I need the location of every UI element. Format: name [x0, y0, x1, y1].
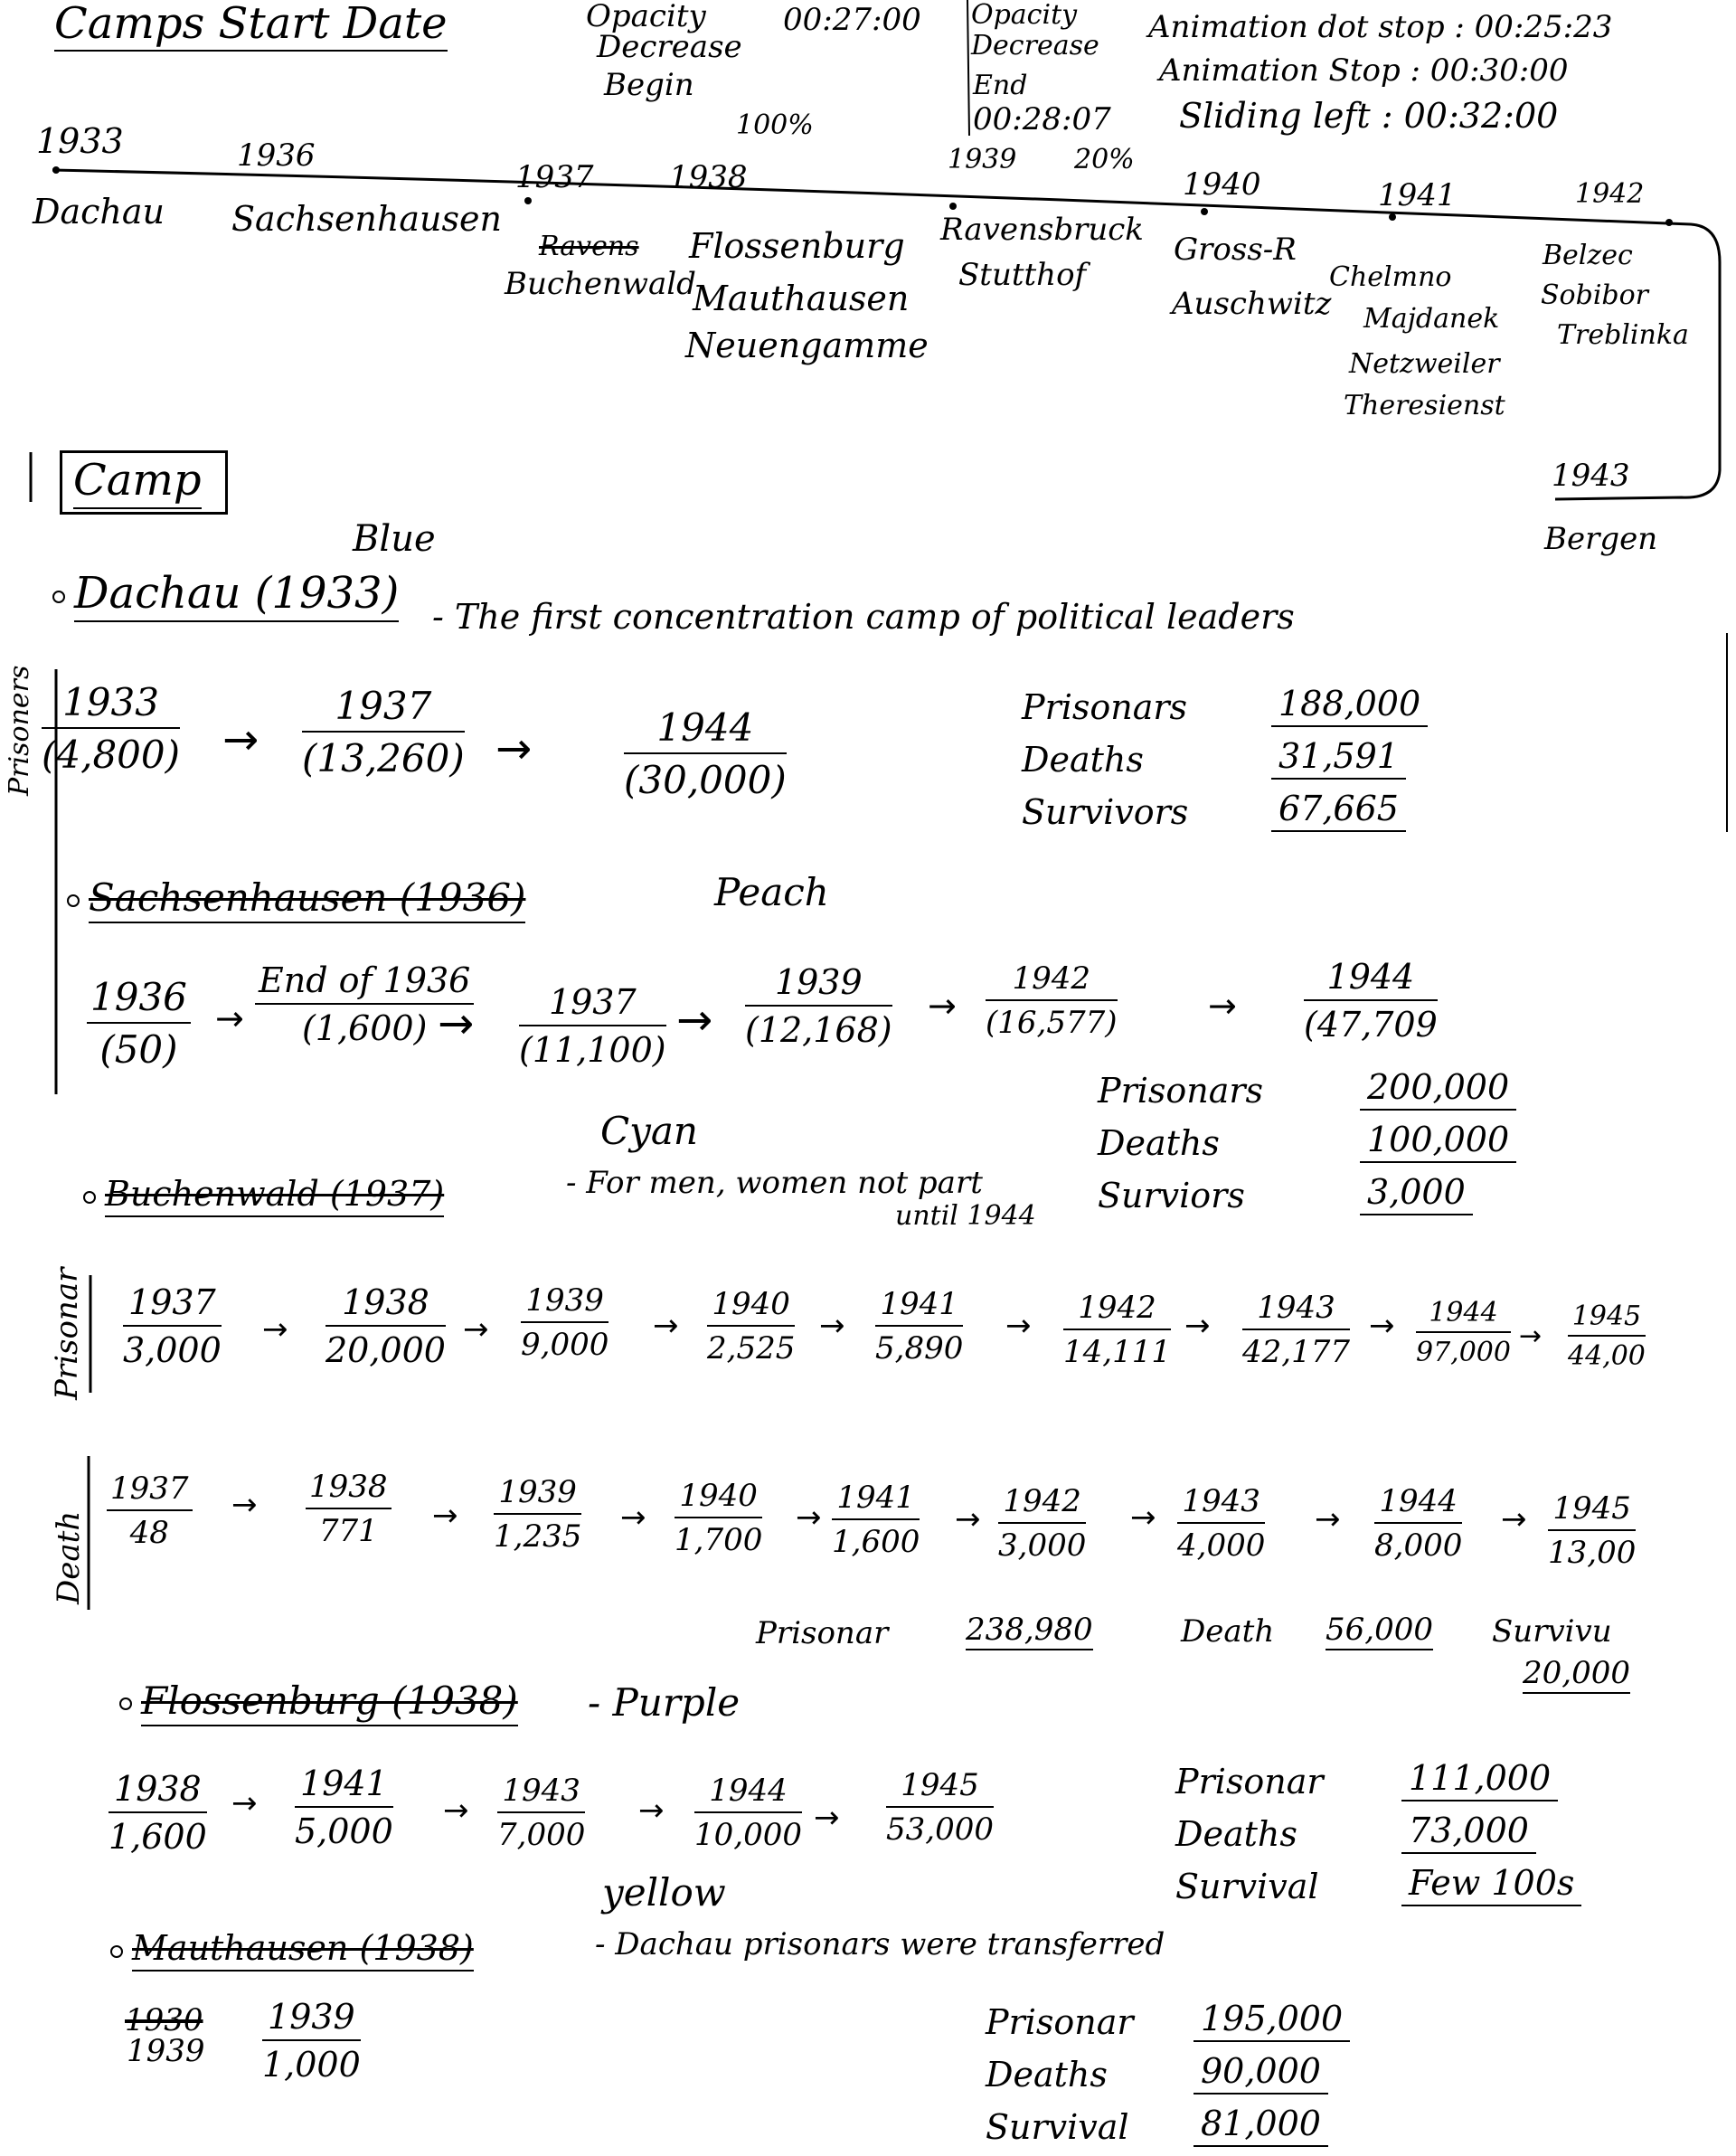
timeline-camp: Bergen	[1544, 521, 1658, 557]
mauthausen-struck-year: 1930	[125, 2002, 203, 2038]
buchenwald-description-2: until 1944	[895, 1200, 1036, 1232]
mauthausen-color-note: yellow	[602, 1870, 726, 1915]
flossenburg-flow-1938: $\frac{1938}{1,600}$	[108, 1769, 207, 1857]
timeline-camp: Ravensbruck	[940, 212, 1144, 248]
sliding-left: Sliding left : 00:32:00	[1179, 96, 1559, 136]
arrow-right-icon: →	[1130, 1499, 1156, 1536]
sachsenhausen-flow-end-1936: End of 1936 (1,600)	[255, 960, 474, 1048]
timeline-camp: Sachsenhausen	[231, 199, 502, 239]
opacity-end-label-3: End	[973, 70, 1028, 101]
dachau-flow-1937: $\frac{1937}{(13,260)}$	[302, 684, 465, 780]
opacity-begin-percent: 100%	[736, 109, 814, 141]
bullet-icon	[67, 894, 80, 907]
bullet-icon	[52, 591, 65, 603]
death-1940: $\frac{1940}{1,700}$	[675, 1478, 763, 1558]
flossenburg-heading-text: Flossenburg (1938)	[141, 1678, 518, 1726]
arrow-right-icon: →	[432, 1498, 458, 1534]
dachau-heading	[52, 570, 399, 618]
arrow-right-icon: →	[928, 986, 957, 1026]
buchenwald-death-label: Death	[51, 1510, 87, 1604]
dachau-flow-1944: $\frac{1944}{(30,000)}$	[624, 705, 787, 802]
timeline-camp: Dachau	[33, 192, 165, 232]
camp-section-label: Camp	[73, 455, 202, 509]
bullet-icon	[119, 1697, 132, 1710]
arrow-right-icon: →	[1184, 1308, 1211, 1344]
timeline-struck-camp: Ravens	[539, 231, 639, 262]
arrow-right-icon: →	[638, 1792, 665, 1829]
flossenburg-flow-1941: $\frac{1941}{5,000}$	[295, 1764, 393, 1851]
death-1937: $\frac{1937}{48}$	[107, 1470, 193, 1551]
flossenburg-flow-1945: $\frac{1945}{53,000}$	[886, 1767, 994, 1848]
sachsenhausen-flow-1944: $\frac{1944}{(47,709}$	[1304, 957, 1438, 1045]
timeline-camp: Flossenburg	[689, 226, 905, 266]
opacity-begin-label-3: Begin	[604, 67, 694, 103]
death-1943: $\frac{1943}{4,000}$	[1177, 1483, 1266, 1564]
arrow-right-icon: →	[1369, 1308, 1395, 1344]
timeline-year: 1941	[1378, 177, 1457, 213]
mauthausen-description: - Dachau prisonars were transferred	[595, 1926, 1165, 1962]
timeline-camp: Treblinka	[1557, 319, 1689, 351]
buchenwald-color-note: Cyan	[600, 1109, 698, 1153]
timeline-camp: Mauthausen	[693, 279, 910, 318]
timeline-year: 1939	[948, 144, 1017, 175]
arrow-right-icon: →	[796, 1499, 822, 1536]
opacity-begin-label-2: Decrease	[597, 29, 742, 65]
prisoner-1943: $\frac{1943}{42,177}$	[1242, 1290, 1350, 1370]
arrow-right-icon: →	[1315, 1501, 1341, 1537]
arrow-right-icon: →	[438, 998, 475, 1049]
opacity-end-percent: 20%	[1074, 144, 1135, 175]
timeline-year: 1937	[515, 159, 594, 195]
timeline-camp: Netzweiler	[1349, 348, 1500, 380]
mauthausen-flow-1939: $\frac{1939}{1,000}$	[262, 1997, 361, 2085]
total-survivor-label: Survivu	[1492, 1613, 1612, 1650]
arrow-right-icon: →	[653, 1308, 679, 1344]
opacity-end-label-1: Opacity	[971, 0, 1078, 31]
arrow-right-icon: →	[620, 1499, 646, 1536]
dachau-stats: Prisonars 188,000 Deaths 31,591 Survivors 67,665	[1022, 684, 1428, 841]
buchenwald-prisoner-label: Prisonar	[49, 1267, 85, 1400]
timeline-camp: Chelmno	[1329, 261, 1452, 293]
arrow-right-icon: →	[463, 1311, 489, 1348]
total-death-label: Death	[1181, 1613, 1275, 1650]
timeline-year: 1938	[669, 159, 748, 195]
sachsenhausen-heading-text: Sachsenhausen (1936)	[89, 875, 525, 923]
arrow-right-icon: →	[676, 995, 713, 1045]
flossenburg-flow-1943: $\frac{1943}{7,000}$	[497, 1773, 586, 1853]
opacity-end-time: 00:28:07	[973, 101, 1111, 137]
opacity-begin-time: 00:27:00	[783, 2, 921, 38]
sachsenhausen-flow-1939: $\frac{1939}{(12,168)}$	[745, 962, 892, 1050]
dachau-color-note: Blue	[353, 518, 436, 560]
death-1944: $\frac{1944}{8,000}$	[1374, 1483, 1463, 1564]
page-title: Camps Start Date	[54, 0, 448, 52]
opacity-begin-label-1: Opacity	[586, 0, 706, 34]
sachsenhausen-color-note: Peach	[714, 870, 829, 914]
timeline-camp: Theresienst	[1344, 390, 1505, 421]
timeline-camp: Buchenwald	[505, 266, 696, 302]
flossenburg-stats: Prisonar 111,000 Deaths 73,000 Survival Few 100s	[1175, 1758, 1581, 1915]
prisoner-1942: $\frac{1942}{14,111}$	[1063, 1290, 1171, 1370]
dachau-side-label: Prisoners	[4, 665, 35, 796]
animation-dot-stop: Animation dot stop : 00:25:23	[1148, 9, 1613, 45]
timeline-year: 1943	[1552, 458, 1630, 494]
mauthausen-stats: Prisonar 195,000 Deaths 90,000 Survival 81,000	[986, 1999, 1350, 2156]
arrow-right-icon: →	[495, 723, 533, 774]
prisoner-1938: $\frac{1938}{20,000}$	[326, 1282, 446, 1370]
sachsenhausen-flow-1937: $\frac{1937}{(11,100)}$	[519, 982, 666, 1070]
dachau-flow-1933: $\frac{1933}{(4,800)}$	[42, 680, 181, 777]
timeline-year: 1933	[36, 121, 124, 161]
timeline-camp: Belzec	[1543, 240, 1633, 271]
arrow-right-icon: →	[1208, 986, 1237, 1026]
timeline-year: 1940	[1183, 166, 1261, 203]
death-1939: $\frac{1939}{1,235}$	[494, 1474, 582, 1555]
arrow-right-icon: →	[1501, 1501, 1527, 1537]
mauthausen-heading	[110, 1930, 474, 1968]
timeline-camp: Sobibor	[1541, 279, 1649, 311]
arrow-right-icon: →	[231, 1487, 258, 1523]
sachsenhausen-flow-1942: $\frac{1942}{(16,577)}$	[986, 960, 1118, 1041]
timeline-camp: Gross-R	[1174, 232, 1297, 268]
arrow-right-icon: →	[443, 1792, 469, 1829]
timeline-camp: Majdanek	[1363, 303, 1500, 335]
arrow-right-icon: →	[262, 1311, 288, 1348]
dachau-description: - The first concentration camp of political leaders	[432, 597, 1295, 637]
prisoner-1941: $\frac{1941}{5,890}$	[875, 1286, 964, 1366]
buchenwald-heading	[83, 1176, 444, 1214]
buchenwald-heading-text: Buchenwald (1937)	[105, 1174, 444, 1217]
total-prisoner-label: Prisonar	[756, 1615, 889, 1651]
buchenwald-description-1: - For men, women not part	[566, 1165, 983, 1201]
mauthausen-heading-text: Mauthausen (1938)	[132, 1928, 474, 1972]
bullet-icon	[110, 1945, 123, 1958]
animation-stop: Animation Stop : 00:30:00	[1159, 52, 1569, 89]
camp-section-box	[60, 450, 228, 515]
timeline-year: 1942	[1575, 178, 1645, 210]
opacity-end-label-2: Decrease	[971, 30, 1099, 61]
bullet-icon	[83, 1191, 96, 1204]
sachsenhausen-heading	[67, 877, 525, 919]
prisoner-1939: $\frac{1939}{9,000}$	[521, 1282, 609, 1363]
prisoner-1944: $\frac{1944}{97,000}$	[1416, 1297, 1511, 1368]
total-survivor-value: 20,000	[1523, 1657, 1630, 1694]
total-death-value: 56,000	[1326, 1613, 1433, 1650]
dachau-heading-text: Dachau (1933)	[74, 568, 399, 622]
prisoner-1940: $\frac{1940}{2,525}$	[707, 1286, 796, 1366]
death-1941: $\frac{1941}{1,600}$	[832, 1480, 920, 1560]
mauthausen-year-below: 1939	[127, 2033, 205, 2069]
arrow-right-icon: →	[222, 714, 259, 765]
death-1938: $\frac{1938}{771}$	[306, 1469, 392, 1549]
timeline-camp: Neuengamme	[685, 326, 929, 365]
arrow-right-icon: →	[814, 1800, 840, 1836]
timeline-year: 1936	[237, 137, 316, 174]
prisoner-1945: $\frac{1945}{44,00}$	[1568, 1300, 1646, 1372]
timeline-camp: Stutthof	[958, 257, 1087, 293]
flossenburg-flow-1944: $\frac{1944}{10,000}$	[694, 1773, 802, 1853]
death-1945: $\frac{1945}{13,00}$	[1548, 1490, 1637, 1571]
sachsenhausen-flow-1936: $\frac{1936}{(50)}$	[87, 975, 191, 1072]
death-1942: $\frac{1942}{3,000}$	[998, 1483, 1087, 1564]
arrow-right-icon: →	[955, 1501, 981, 1537]
timeline-camp: Auschwitz	[1172, 286, 1332, 322]
arrow-right-icon: →	[819, 1308, 845, 1344]
prisoner-1937: $\frac{1937}{3,000}$	[123, 1282, 222, 1370]
sachsenhausen-stats: Prisonars 200,000 Deaths 100,000 Surviors 3,000	[1098, 1067, 1516, 1225]
arrow-right-icon: →	[215, 998, 244, 1038]
arrow-right-icon: →	[1005, 1308, 1032, 1344]
flossenburg-heading	[119, 1680, 518, 1722]
arrow-right-icon: →	[1519, 1320, 1543, 1352]
arrow-right-icon: →	[231, 1785, 258, 1821]
flossenburg-color-note: - Purple	[588, 1680, 741, 1725]
total-prisoner-value: 238,980	[966, 1613, 1093, 1650]
